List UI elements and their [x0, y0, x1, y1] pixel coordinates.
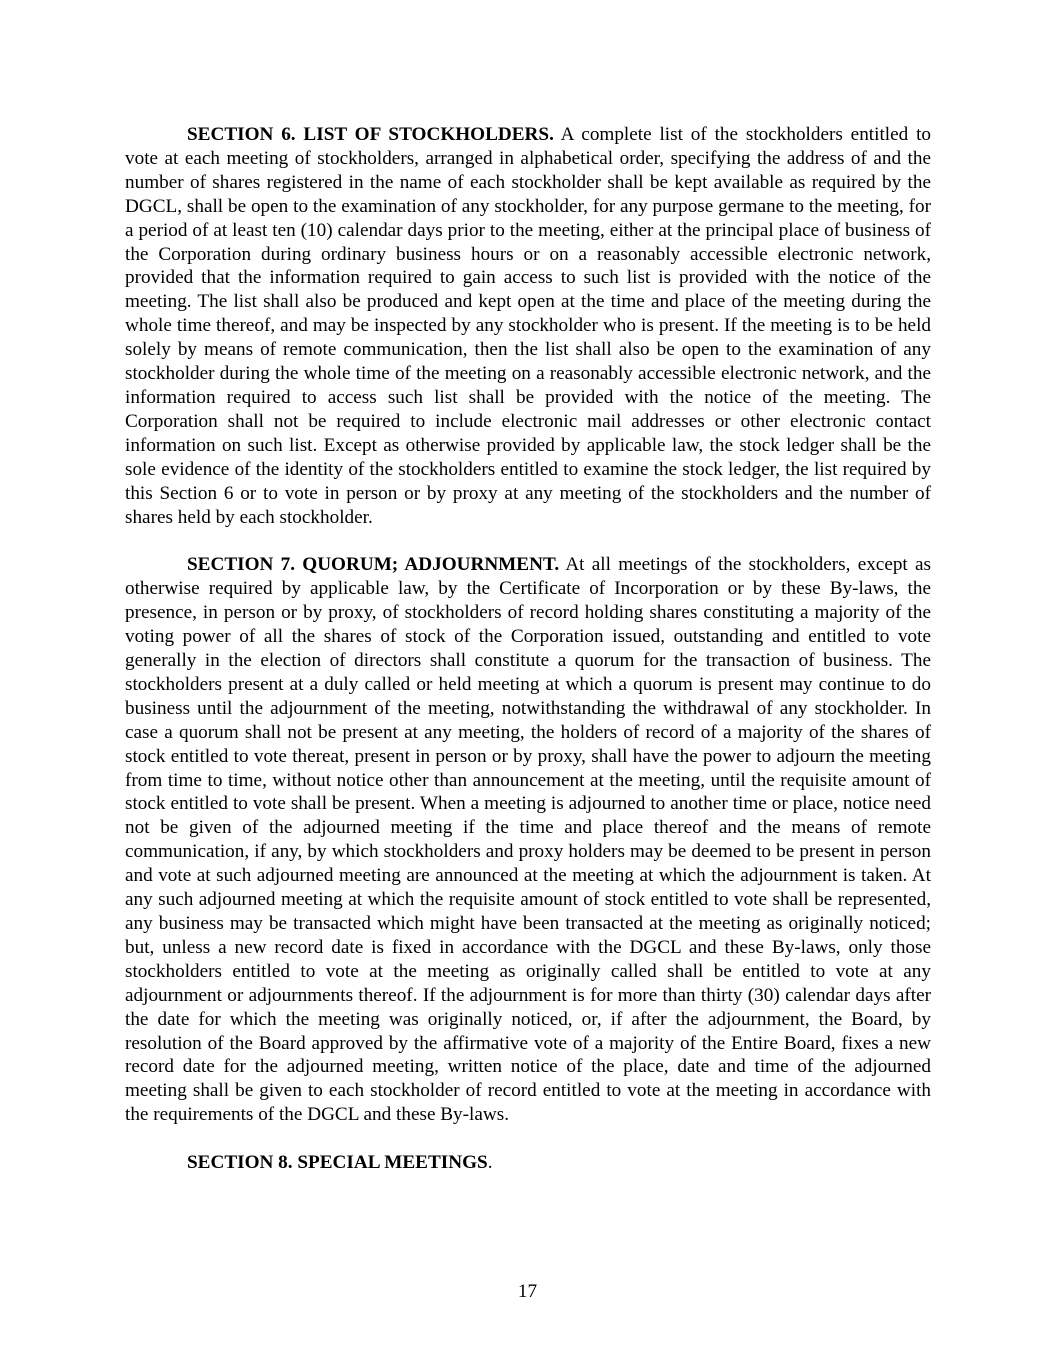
- section-7-text: At all meetings of the stockholders, except as otherwise required by applicable law, by the Certificate of Incorporation or by these By-laws, the presence, in person or by proxy, of stockholders of record holding shares constituting a majority of the voting power of all the shares of stock of the Corporation issued, outstanding and entitled to vote generally in the election of directors shall constitute a quorum for the transaction of business. The stockholders present at a duly called or held meeting at which a quorum is present may continue to do business until the adjournment of the meeting, notwithstanding the withdrawal of any stockholder. In case a quorum shall not be present at any meeting, the holders of record of a majority of the shares of stock entitled to vote thereat, present in person or by proxy, shall have the power to adjourn the meeting from time to time, without notice other than announcement at the meeting, until the requisite amount of stock entitled to vote shall be present. When a meeting is adjourned to another time or place, notice need not be given of the adjourned meeting if the time and place thereof and the means of remote communication, if any, by which stockholders and proxy holders may be deemed to be present in person and vote at such adjourned meeting are announced at the meeting at which the adjournment is taken. At any such adjourned meeting at which the requisite amount of stock entitled to vote shall be represented, any business may be transacted which might have been transacted at the meeting as originally noticed; but, unless a new record date is fixed in accordance with the DGCL and these By-laws, only those stockholders entitled to vote at the meeting as originally called shall be entitled to vote at any adjournment or adjournments thereof. If the adjournment is for more than thirty (30) calendar days after the date for which the meeting was originally noticed, or, if after the adjournment, the Board, by resolution of the Board approved by the affirmative vote of a majority of the Entire Board, fixes a new record date for the adjourned meeting, written notice of the place, date and time of the adjourned meeting shall be given to each stockholder of record entitled to vote at the meeting in accordance with the requirements of the DGCL and these By-laws.: [125, 554, 931, 1126]
- section-8-paragraph: [125, 1151, 931, 1175]
- section-8-text: .: [487, 1152, 493, 1174]
- section-6-text: A complete list of the stockholders entitled to vote at each meeting of stockholders, arranged in alphabetical order, specifying the address of and the number of shares registered in the name of each stockholder shall be kept available as required by the DGCL, shall be open to the examination of any stockholder, for any purpose germane to the meeting, for a period of at least ten (10) calendar days prior to the meeting, either at the principal place of business of the Corporation during ordinary business hours or on a reasonably accessible electronic network, provided that the information required to gain access to such list is provided with the notice of the meeting. The list shall also be produced and kept open at the time and place of the meeting during the whole time thereof, and may be inspected by any stockholder who is present. If the meeting is to be held solely by means of remote communication, then the list shall also be open to the examination of any stockholder during the whole time of the meeting on a reasonably accessible electronic network, and the information required to access such list shall be provided with the notice of the meeting. The Corporation shall not be required to include electronic mail addresses or other electronic contact information on such list. Except as otherwise provided by applicable law, the stock ledger shall be the sole evidence of the identity of the stockholders entitled to examine the stock ledger, the list required by this Section 6 or to vote in person or by proxy at any meeting of the stockholders and the number of shares held by each stockholder.: [125, 124, 931, 528]
- section-8-heading: SECTION 8. SPECIAL MEETINGS: [187, 1152, 488, 1174]
- section-7-heading: SECTION 7. QUORUM; ADJOURNMENT.: [187, 554, 560, 576]
- section-6-heading: SECTION 6. LIST OF STOCKHOLDERS.: [187, 124, 554, 145]
- section-6-paragraph: [125, 123, 931, 529]
- page-number: 17: [517, 1281, 538, 1302]
- document-page: [125, 123, 931, 1175]
- section-7-paragraph: [125, 553, 931, 1127]
